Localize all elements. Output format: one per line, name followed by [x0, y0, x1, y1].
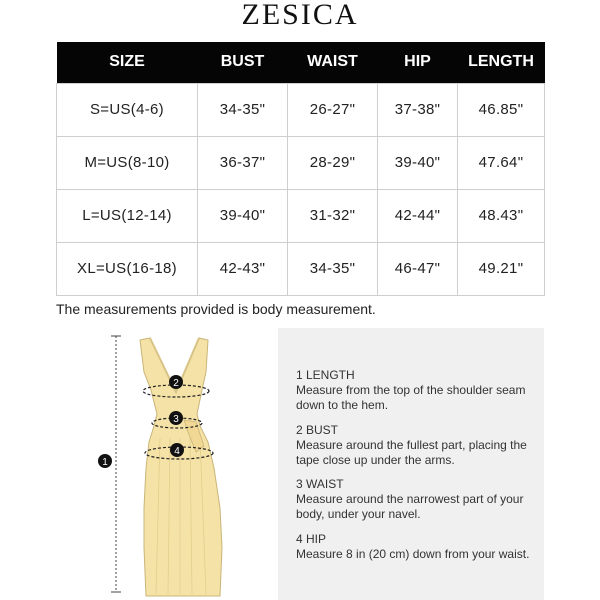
header-size: SIZE — [57, 42, 198, 83]
guide-length — [296, 368, 541, 413]
measurement-note: The measurements provided is body measurement. — [56, 301, 376, 317]
guide-waist-desc: Measure around the narrowest part of your body, under your navel. — [296, 492, 524, 521]
dress-shape — [140, 338, 222, 596]
svg-text:2: 2 — [173, 378, 179, 389]
guide-waist-title: 3 WAIST — [296, 477, 344, 491]
dress-illustration — [56, 328, 276, 600]
cell-length: 46.85" — [458, 83, 545, 136]
table-row — [57, 189, 545, 242]
cell-size: S=US(4-6) — [57, 83, 198, 136]
guide-bust-desc: Measure around the fullest part, placing the tape close up under the arms. — [296, 438, 527, 467]
guide-length-desc: Measure from the top of the shoulder seam down to the hem. — [296, 383, 526, 412]
guide-bust — [296, 423, 541, 468]
cell-length: 49.21" — [458, 242, 545, 295]
cell-length: 48.43" — [458, 189, 545, 242]
guide-hip-title: 4 HIP — [296, 532, 327, 546]
guide-waist — [296, 477, 541, 522]
cell-length: 47.64" — [458, 136, 545, 189]
marker-3 — [169, 411, 183, 425]
dress-diagram — [56, 328, 276, 600]
cell-hip: 39-40" — [378, 136, 458, 189]
size-chart-table — [56, 42, 545, 296]
svg-text:4: 4 — [174, 446, 180, 457]
cell-waist: 28-29" — [288, 136, 378, 189]
guide-hip — [296, 532, 541, 562]
cell-bust: 39-40" — [198, 189, 288, 242]
header-length: LENGTH — [458, 42, 545, 83]
svg-text:3: 3 — [173, 414, 179, 425]
guide-bust-title: 2 BUST — [296, 423, 339, 437]
cell-hip: 37-38" — [378, 83, 458, 136]
cell-hip: 46-47" — [378, 242, 458, 295]
table-header-row — [57, 42, 545, 83]
measurement-guide-panel — [278, 328, 544, 600]
marker-4 — [170, 443, 184, 457]
cell-bust: 42-43" — [198, 242, 288, 295]
cell-waist: 31-32" — [288, 189, 378, 242]
cell-size: L=US(12-14) — [57, 189, 198, 242]
header-waist: WAIST — [288, 42, 378, 83]
guide-hip-desc: Measure 8 in (20 cm) down from your waist. — [296, 547, 530, 561]
marker-1 — [98, 454, 112, 468]
cell-bust: 34-35" — [198, 83, 288, 136]
cell-size: M=US(8-10) — [57, 136, 198, 189]
cell-size: XL=US(16-18) — [57, 242, 198, 295]
table-row — [57, 83, 545, 136]
cell-waist: 34-35" — [288, 242, 378, 295]
brand-logo: ZESICA — [241, 0, 359, 31]
cell-hip: 42-44" — [378, 189, 458, 242]
cell-waist: 26-27" — [288, 83, 378, 136]
cell-bust: 36-37" — [198, 136, 288, 189]
header-hip: HIP — [378, 42, 458, 83]
guide-length-title: 1 LENGTH — [296, 368, 355, 382]
table-row — [57, 136, 545, 189]
marker-2 — [169, 375, 183, 389]
svg-text:1: 1 — [102, 457, 108, 468]
header-bust: BUST — [198, 42, 288, 83]
table-row — [57, 242, 545, 295]
